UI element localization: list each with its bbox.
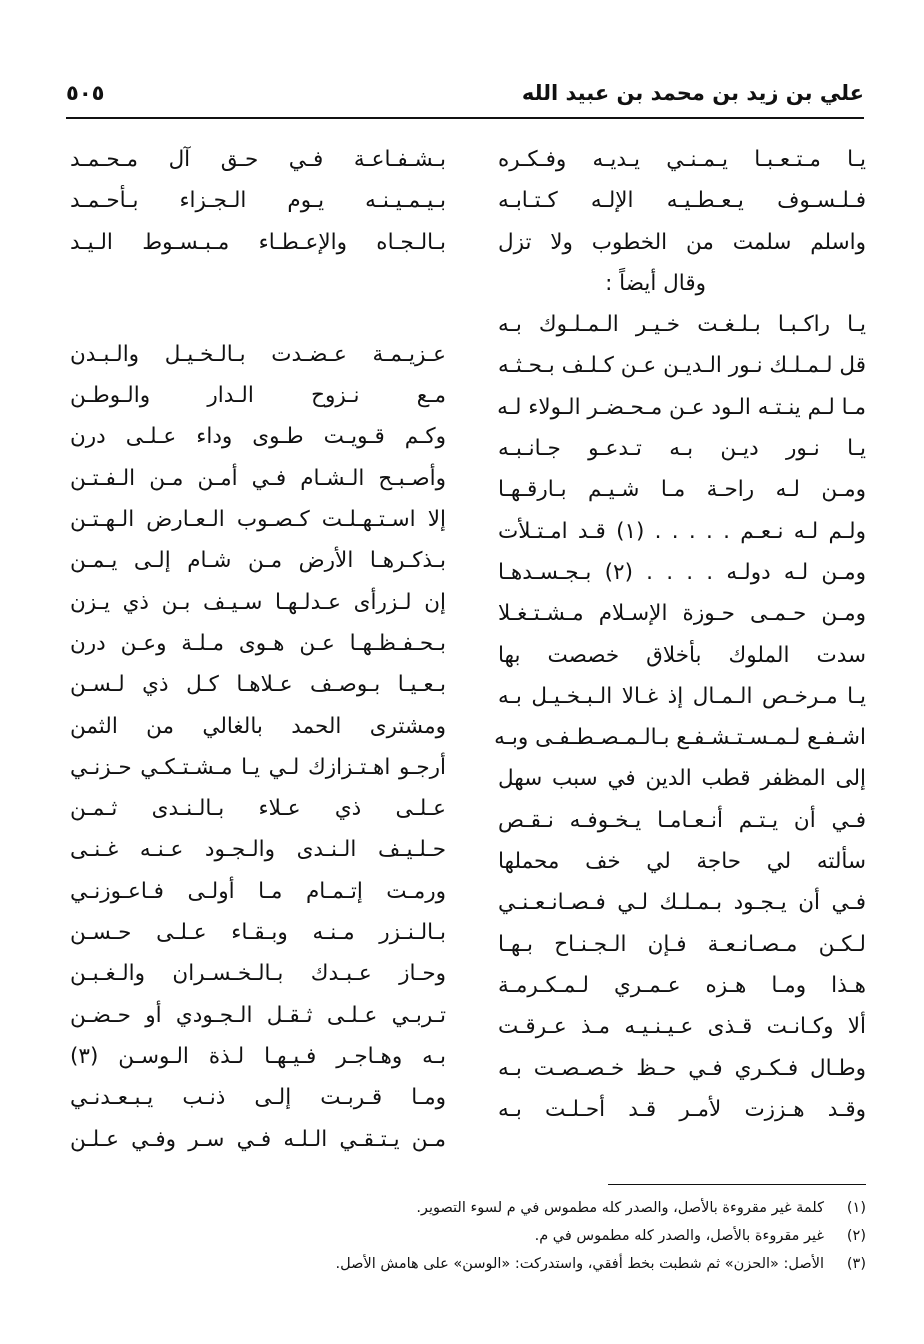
verse-line: بـحـفـظـهـا عـن هـوى مـلـة وعـن درن bbox=[70, 630, 446, 656]
verse-line: إلى المظفر قطب الدين في سبب سهل bbox=[498, 766, 866, 792]
verse-line: يـا مـرخـص الـمـال إذ غـالا الـبـخـيـل بـه bbox=[498, 683, 866, 709]
verse-line: ولـم لـه نـعـم . . . . . (١) قـد امـتـلأت bbox=[498, 518, 866, 544]
footnote-number: (١) bbox=[846, 1200, 866, 1216]
verse-line: اشـفـع لـمـسـتـشـفـع بـالـمـصـطـفـى وبـه bbox=[494, 725, 866, 751]
footnote bbox=[120, 1194, 866, 1222]
verse-line: بـعـيـا بـوصـف عـلاهـا كـل ذي لـسـن bbox=[70, 672, 446, 698]
verse-line: بـذكـرهـا الأرض مـن شـام إلـى يـمـن bbox=[70, 548, 446, 574]
verse-line: ورمـت إتـمـام مـا أولـى فـاعـوزنـي bbox=[70, 878, 446, 904]
verse-line: عـزيـمـة عـضـدت بـالـخـيـل والـبـدن bbox=[70, 341, 446, 367]
verse-line: قل لـمـلـك نـور الـديـن عـن كـلـف بـحـثـه bbox=[498, 353, 866, 379]
footnote-number: (٣) bbox=[846, 1256, 866, 1272]
verse-line: بـشـفـاعـة فـي حـق آل مـحـمـد bbox=[70, 147, 446, 172]
verse-line: هـذا ومـا هـزه عـمـري لـمـكـرمـة bbox=[498, 972, 866, 998]
verse-line: ومـن لـه دولـه . . . . (٢) بـجـسـدهـا bbox=[498, 559, 867, 585]
verse-line: فـلـسـوف يـعـطـيـه الإلـه كـتـابـه bbox=[498, 188, 866, 214]
stanza-gap bbox=[70, 263, 446, 334]
footnote-text: الأصل: «الحزن» ثم شطبت بخط أفقي، واستدركت: «الوسن» على هامش الأصل. bbox=[335, 1256, 824, 1272]
verse-line: ومـا قـربـت إلـى ذنـب يـبـعـدنـي bbox=[70, 1085, 446, 1111]
verse-line: أرجـو اهـتـزازك لـي يـا مـشـتـكـي حـزنـي bbox=[70, 754, 446, 780]
footnote-number: (٢) bbox=[846, 1228, 866, 1244]
verse-line: تـربـي عـلـى ثـقـل الـجـودي أو حـضـن bbox=[70, 1002, 446, 1028]
verse-line: فـي أن يـجـود بـمـلـك لـي فـصـانـعـنـي bbox=[498, 890, 866, 916]
footnote-rule bbox=[608, 1184, 866, 1185]
verse-line: يـا نـور ديـن بـه تـدعـو جـانـبـه bbox=[498, 436, 866, 462]
verse-line: بـالـجـاه والإعـطـاء مـبـسـوط الـيـد bbox=[70, 229, 446, 255]
verse-line: سألته لي حاجة لي خف محملها bbox=[498, 849, 866, 875]
verse-line: إن لـزرأى عـدلـهـا سـيـف بـن ذي يـزن bbox=[70, 589, 446, 615]
footnotes bbox=[120, 1194, 866, 1278]
verse-line: يـا مـتـعـبـا يـمـنـي يـديـه وفـكـره bbox=[498, 147, 866, 172]
verse-line: واسلم سلمت من الخطوب ولا تزل bbox=[498, 229, 866, 255]
verse-line: ومـن حـمـى حـوزة الإسـلام مـشـتـغـلا bbox=[498, 601, 866, 627]
verse-line: بـه وهـاجـر فـيـهـا لـذة الـوسـن (٣) bbox=[70, 1043, 446, 1069]
verse-line: وكـم قـويـت طـوى وداء عـلـى درن bbox=[70, 424, 446, 450]
verse-line: إلا اسـتـهـلـت كـصـوب الـعـارض الـهـتـن bbox=[70, 507, 446, 533]
verse-line: سدت الملوك بأخلاق خصصت بها bbox=[498, 642, 866, 668]
verse-line: عـلـى ذي عـلاء بـالـنـدى ثـمـن bbox=[70, 796, 446, 822]
left-column bbox=[70, 139, 446, 1160]
verse-line: ومشترى الحمد بالغالي من الثمن bbox=[70, 713, 446, 739]
running-head: علي بن زيد بن محمد بن عبيد الله bbox=[521, 81, 864, 105]
verse-line: وقـد هـززت لأمـر قـد أحـلـت بـه bbox=[498, 1096, 866, 1122]
verse-line: وطـال فـكـري فـي حـظ خـصـصـت بـه bbox=[498, 1055, 866, 1081]
verse-line: بـالـنـزر مـنـه وبـقـاء عـلـى حـسـن bbox=[70, 920, 446, 946]
verse-line: وأصـبـح الـشـام فـي أمـن مـن الـفـتـن bbox=[70, 465, 446, 491]
poem-intro: وقال أيضاً : bbox=[605, 270, 706, 296]
footnote-text: كلمة غير مقروءة بالأصل، والصدر كله مطموس في م لسوء التصوير. bbox=[416, 1200, 824, 1216]
page-number: ٥٠٥ bbox=[66, 81, 105, 105]
verse-line: لـكـن مـصـانـعـة فـإن الـجـنـاح بـهـا bbox=[498, 931, 866, 957]
footnote bbox=[120, 1222, 866, 1250]
verse-line: ومـن لـه راحـة مـا شـيـم بـارقـهـا bbox=[498, 477, 866, 503]
verse-line: وحـاز عـبـدك بـالـخـسـران والـغـبـن bbox=[70, 961, 446, 987]
verse-line: فـي أن يـتـم أنـعـامـا يـخـوفـه نـقـص bbox=[498, 807, 866, 833]
footnote-text: غير مقروءة بالأصل، والصدر كله مطموس في م. bbox=[534, 1228, 824, 1244]
verse-line: ألا وكـانـت قـذى عـيـنـيـه مـذ عـرقـت bbox=[498, 1014, 866, 1040]
verse-line: مـن يـتـقـي الـلـه فـي سـر وفـي عـلـن bbox=[70, 1126, 446, 1152]
verse-line: يـا راكـبـا بـلـغـت خـيـر الـمـلـوك بـه bbox=[498, 312, 866, 338]
footnote bbox=[120, 1250, 866, 1278]
right-column bbox=[494, 139, 867, 1130]
verse-line: حـلـيـف الـنـدى والـجـود عـنـه غـنـى bbox=[70, 837, 446, 863]
verse-line: بـيـمـيـنـه يـوم الـجـزاء بـأحـمـد bbox=[70, 188, 446, 214]
header-rule bbox=[66, 117, 864, 119]
verse-line: مـا لـم ينـتـه الـود عـن مـحـضـر الـولاء لـه bbox=[497, 394, 866, 420]
verse-line: مـع نـزوح الـدار والـوطـن bbox=[70, 383, 446, 409]
page-header bbox=[66, 76, 864, 110]
